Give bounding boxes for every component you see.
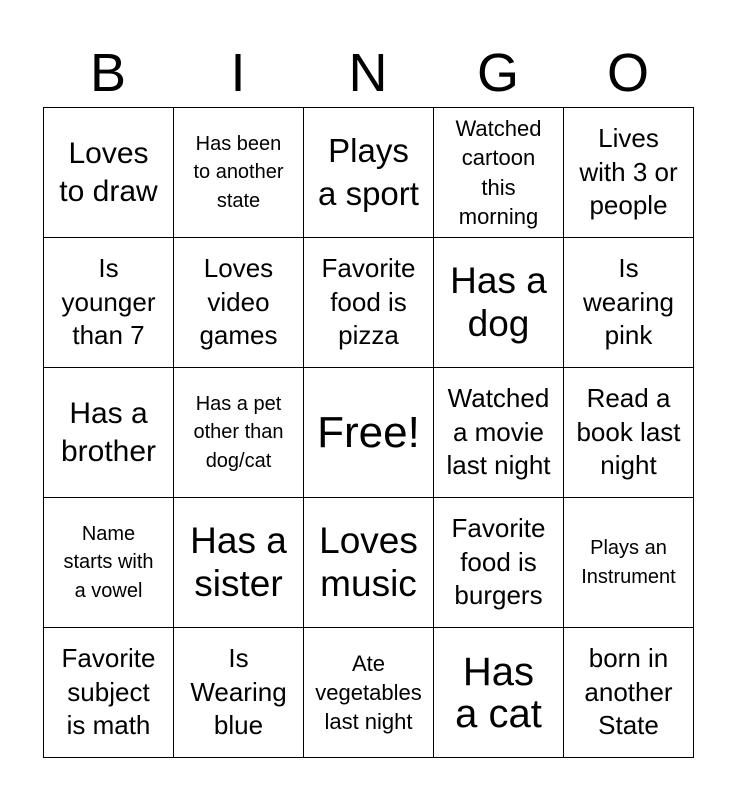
cell-label: Free! — [317, 407, 420, 457]
bingo-cell[interactable] — [174, 368, 304, 498]
bingo-cell[interactable] — [304, 238, 434, 368]
cell-label: Loves video games — [199, 253, 278, 351]
cell-label: Favorite food is burgers — [451, 513, 546, 611]
bingo-cell[interactable] — [174, 628, 304, 758]
bingo-cell[interactable] — [434, 238, 564, 368]
cell-label: Has a dog — [450, 259, 547, 344]
cell-label: Plays an Instrument — [581, 537, 676, 588]
cell-label: Is wearing pink — [582, 253, 675, 351]
bingo-cell[interactable] — [434, 368, 564, 498]
bingo-cell[interactable] — [564, 368, 694, 498]
bingo-cell[interactable] — [434, 108, 564, 238]
bingo-cell[interactable] — [174, 108, 304, 238]
cell-label: Has a sister — [190, 519, 287, 604]
header-letter-g: G — [476, 43, 519, 103]
bingo-cell[interactable] — [44, 238, 174, 368]
header-letter-o: O — [606, 43, 649, 103]
cell-label: Has been to another state — [193, 132, 284, 212]
cell-label: Plays a sport — [318, 132, 419, 212]
bingo-cell[interactable] — [304, 368, 434, 498]
bingo-cell[interactable] — [174, 498, 304, 628]
bingo-cell[interactable] — [174, 238, 304, 368]
bingo-cell[interactable] — [564, 628, 694, 758]
cell-label: Favorite subject is math — [61, 643, 156, 741]
bingo-cell[interactable] — [44, 628, 174, 758]
cell-label: Lives with 3 or people — [579, 123, 678, 221]
bingo-cell[interactable] — [44, 108, 174, 238]
cell-label: Has a brother — [60, 397, 157, 468]
bingo-cell[interactable] — [564, 238, 694, 368]
cell-label: Watched cartoon this morning — [455, 116, 542, 229]
bingo-cell[interactable] — [434, 498, 564, 628]
cell-label: Loves music — [319, 519, 418, 604]
cell-label: Read a book last night — [576, 383, 681, 481]
bingo-cell[interactable] — [304, 108, 434, 238]
header-letter-i: I — [230, 43, 246, 103]
header-letter-b: B — [89, 43, 127, 103]
cell-label: Is Wearing blue — [190, 643, 287, 741]
header-letter-n: N — [348, 43, 388, 103]
cell-label: born in another State — [584, 643, 673, 741]
bingo-cell[interactable] — [44, 368, 174, 498]
cell-label: Watched a movie last night — [446, 383, 551, 481]
cell-label: Loves to draw — [59, 137, 158, 208]
bingo-board — [43, 107, 694, 758]
bingo-cell[interactable] — [564, 498, 694, 628]
cell-label: Has a cat — [455, 649, 542, 736]
bingo-cell[interactable] — [304, 628, 434, 758]
cell-label: Has a pet other than dog/cat — [193, 392, 284, 472]
bingo-cell[interactable] — [564, 108, 694, 238]
cell-label: Is younger than 7 — [61, 253, 156, 351]
cell-label: Ate vegetables last night — [315, 650, 422, 735]
bingo-cell[interactable] — [44, 498, 174, 628]
bingo-cell[interactable] — [434, 628, 564, 758]
bingo-cell[interactable] — [304, 498, 434, 628]
cell-label: Favorite food is pizza — [321, 253, 416, 351]
cell-label: Name starts with a vowel — [63, 522, 154, 602]
bingo-header — [43, 38, 693, 108]
